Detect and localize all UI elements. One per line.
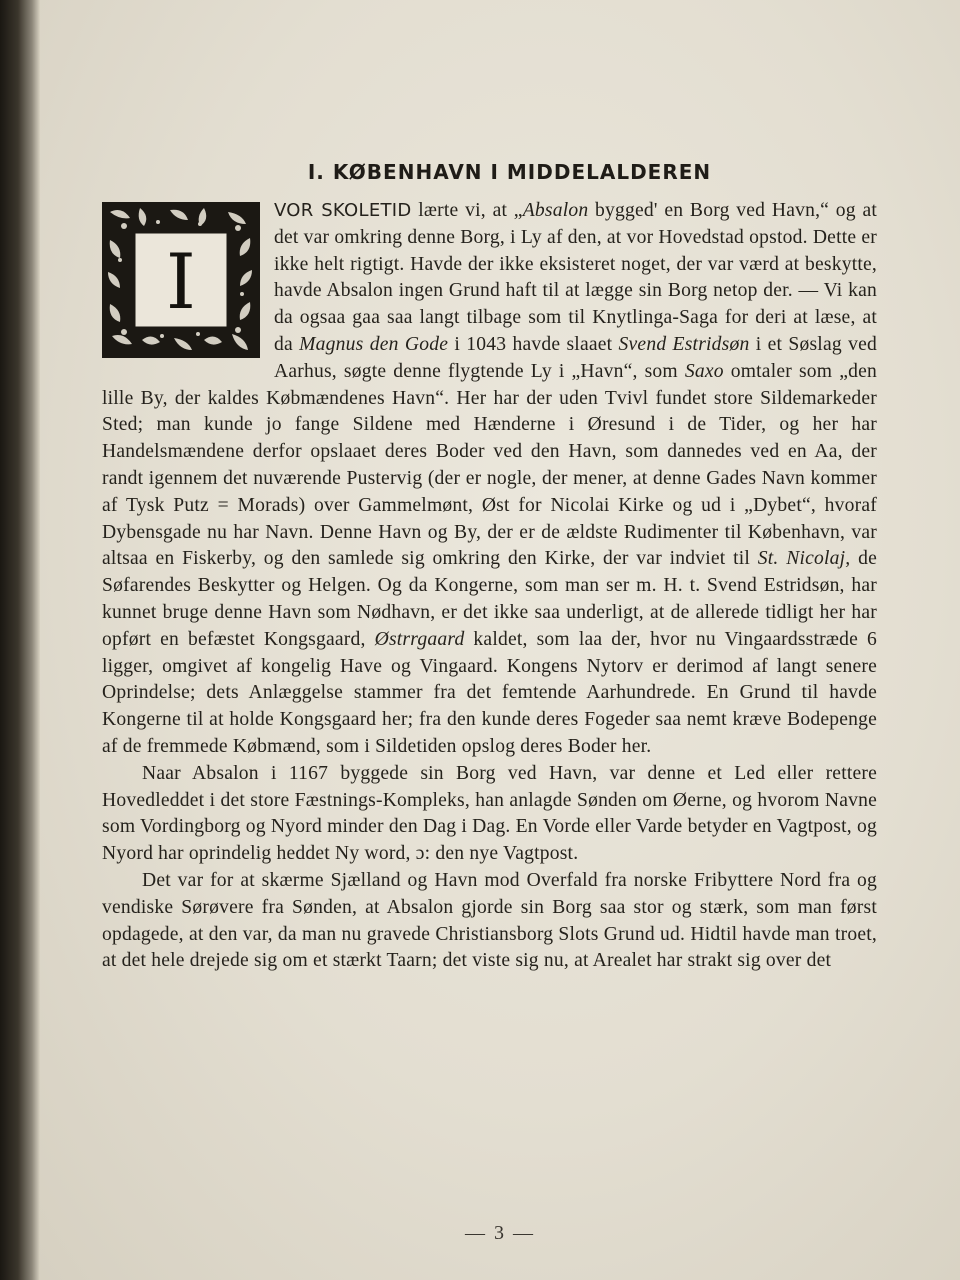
text-segment: kaldet, som laa der, hvor nu Vingaardsstræde 6 ligger, omgivet af kongelig Have og Vingaard. Kongens Nytorv er derimod af langt senere Oprindelse; dets Anlæggelse stammer fra det femtende Aarhundrede. En Grund til havde Kongerne til at holde Kongsgaard her; fra den kunde deres Fogeder saa nemt kræve Bodepenge af de fremmede Købmænd, som i Sildetiden opslog deres Boder her. xyxy=(102,628,878,757)
text-segment: Magnus den Gode xyxy=(299,333,449,355)
book-page xyxy=(40,0,960,1280)
text-segment: bygged' en Borg ved Havn,“ og at det var omkring denne Borg, i Ly af den, at vor Hovedstad opstod. Dette er ikke helt rigtigt. Havde der ikke eksisteret noget, der var værd at beskytte, havde Absalon ingen Grund haft til at lægge sin Borg netop der. — Vi kan da ogsaa gaa saa langt tilbage som til Knytlinga-Saga for deri at læse, at da xyxy=(274,200,877,355)
body-text xyxy=(102,198,877,975)
decorative-initial xyxy=(100,200,262,360)
text-segment: Svend Estridsøn xyxy=(618,333,750,355)
text-segment: i et Søslag ved Aarhus, søgte denne flygtende Ly i „Havn“, som xyxy=(274,333,877,382)
text-segment: VOR SKOLETID xyxy=(274,200,412,221)
text-segment: lærte vi, at „ xyxy=(411,200,523,221)
text-segment: Østrrgaard xyxy=(374,628,465,650)
text-segment: i 1043 havde slaaet xyxy=(448,333,619,355)
dropcap-letter: I xyxy=(165,237,197,326)
paragraph-3 xyxy=(102,868,877,975)
page-number: — 3 — xyxy=(465,1222,535,1244)
text-segment: omtaler som „den lille By, der kaldes Købmændenes Havn“. Her har der uden Tvivl fundet store Sildemarkeder Sted; man kunde jo fange Sildene med Hænderne i Øresund i de Tider, og her har Handelsmændene derfor opslaaet deres Boder ved den Havn, som dannedes ved en Aa, der randt igennem det nuværende Pustervig (der er nogle, der mener, at denne Gades Navn kommer af Tysk Putz = Morads) over Gammelmønt, Øst for Nicolai Kirke og ud i „Dybet“, hvoraf Dybensgade nu har Navn. Denne Havn og By, der er de ældste Rudimenter til København, var altsaa en Fiskerby, og den samlede sig omkring den Kirke, der var indviet til xyxy=(102,360,877,570)
text-segment: St. Nicolaj, xyxy=(757,548,851,570)
text-segment: Det var for at skærme Sjælland og Havn mod Overfald fra norske Fribyttere Nord fra og vendiske Sørøvere fra Sønden, at Absalon gjorde sin Borg saa stor og stærk, som man først opdagede, at den var, da man nu gravede Christiansborg Slots Grund ud. Hidtil havde man troet, at det hele drejede sig om et stærkt Taarn; det viste sig nu, at Arealet har strakt sig over det xyxy=(102,869,877,972)
text-segment: Saxo xyxy=(684,360,724,382)
book-gutter-shadow xyxy=(0,0,40,1280)
text-segment: Naar Absalon i 1167 byggede sin Borg ved Havn, var denne et Led eller rettere Hovedleddet i det store Fæstnings-Kompleks, han anlagde Sønden om Øerne, og hvorom Navne som Vordingborg og Nyord minder den Dag i Dag. En Vorde eller Varde betyder en Vagtpost, og Nyord har oprindelig heddet Ny word, ɔ: den nye Vagtpost. xyxy=(102,762,877,865)
text-segment: Absalon xyxy=(522,200,589,221)
page-content xyxy=(102,160,877,975)
chapter-title: I. KØBENHAVN I MIDDELALDEREN xyxy=(307,160,712,184)
paragraph-2 xyxy=(102,761,877,868)
text-segment: de Søfarendes Beskytter og Helgen. Og da Kongerne, som man ser m. H. t. Svend Estridsøn, har kunnet bruge denne Havn som Nødhavn, er det ikke saa underligt, at de allerede tidligt her har opført en befæstet Kongsgaard, xyxy=(102,548,877,650)
